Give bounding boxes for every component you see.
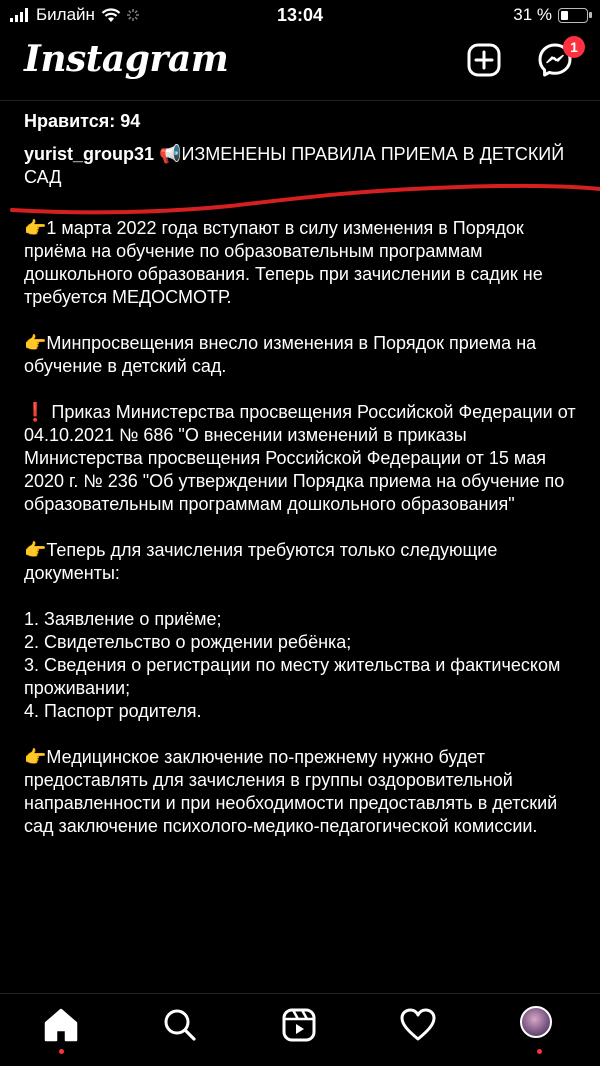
document-list-item: 2. Свидетельство о рождении ребёнка; — [24, 632, 352, 652]
likes-count[interactable]: Нравится: 94 — [24, 111, 141, 131]
reels-icon — [280, 1006, 318, 1044]
document-list-item: 3. Сведения о регистрации по месту жительства и фактическом проживании; — [24, 655, 561, 698]
post-username[interactable]: yurist_group31 — [24, 144, 155, 164]
document-list-item: 1. Заявление о приёме; — [24, 609, 222, 629]
caption-paragraph-3: ❗ Приказ Министерства просвещения Российской Федерации от 04.10.2021 № 686 "О внесении изменений в приказы Министерства просвещения Российской Федерации от 15 мая 2020 г. № 236 "Об утверждении Порядка приема на обучение по образовательным программам дошкольного образования" — [24, 402, 576, 514]
profile-avatar — [520, 1006, 552, 1038]
home-icon — [42, 1006, 80, 1044]
caption-paragraph-last: 👉Медицинское заключение по-прежнему нужно будет предоставлять для зачисления в группы оздоровительной направленности и при необходимости предоставлять в детский сад заключение психолого-медико-педагогической комиссии. — [24, 747, 558, 836]
clock: 13:04 — [276, 5, 324, 25]
nav-home[interactable] — [42, 1006, 82, 1046]
caption-paragraph-2: 👉Минпросвещения внесло изменения в Порядок приема на обучение в детский сад. — [24, 333, 537, 376]
caption-paragraph-4: 👉Теперь для зачисления требуются только следующие документы: — [24, 540, 498, 583]
instagram-logo[interactable]: Instagram — [24, 38, 229, 80]
app-header — [0, 32, 600, 100]
search-icon — [161, 1006, 199, 1044]
header-divider — [0, 100, 600, 101]
caption-paragraph-1: 👉1 марта 2022 года вступают в силу изменения в Порядок приёма на обучение по образовательным программам дошкольного образования. Теперь при зачислении в садик не требуется МЕДОСМОТР. — [24, 218, 543, 307]
battery-icon — [558, 8, 588, 23]
nav-profile-indicator — [537, 1049, 542, 1054]
status-bar — [0, 0, 600, 32]
messenger-button[interactable] — [537, 39, 578, 82]
nav-profile[interactable] — [520, 1006, 560, 1046]
caption-header — [24, 143, 584, 189]
battery-percent: 31 % — [513, 5, 552, 24]
post-caption-area — [24, 108, 584, 838]
nav-reels[interactable] — [280, 1006, 320, 1046]
caption-title: 📢ИЗМЕНЕНЫ ПРАВИЛА ПРИЕМА В ДЕТСКИЙ САД — [24, 144, 565, 187]
heart-icon — [399, 1006, 437, 1044]
document-list-item: 4. Паспорт родителя. — [24, 701, 202, 721]
nav-activity[interactable] — [399, 1006, 439, 1046]
carrier-name: Билайн — [36, 5, 95, 24]
plus-square-icon — [466, 42, 502, 78]
bottom-nav — [0, 993, 600, 1066]
new-post-button[interactable] — [466, 42, 506, 82]
nav-search[interactable] — [161, 1006, 201, 1046]
nav-home-indicator — [59, 1049, 64, 1054]
battery-fill — [561, 11, 568, 20]
messenger-badge: 1 — [563, 36, 585, 58]
status-right — [513, 5, 588, 25]
